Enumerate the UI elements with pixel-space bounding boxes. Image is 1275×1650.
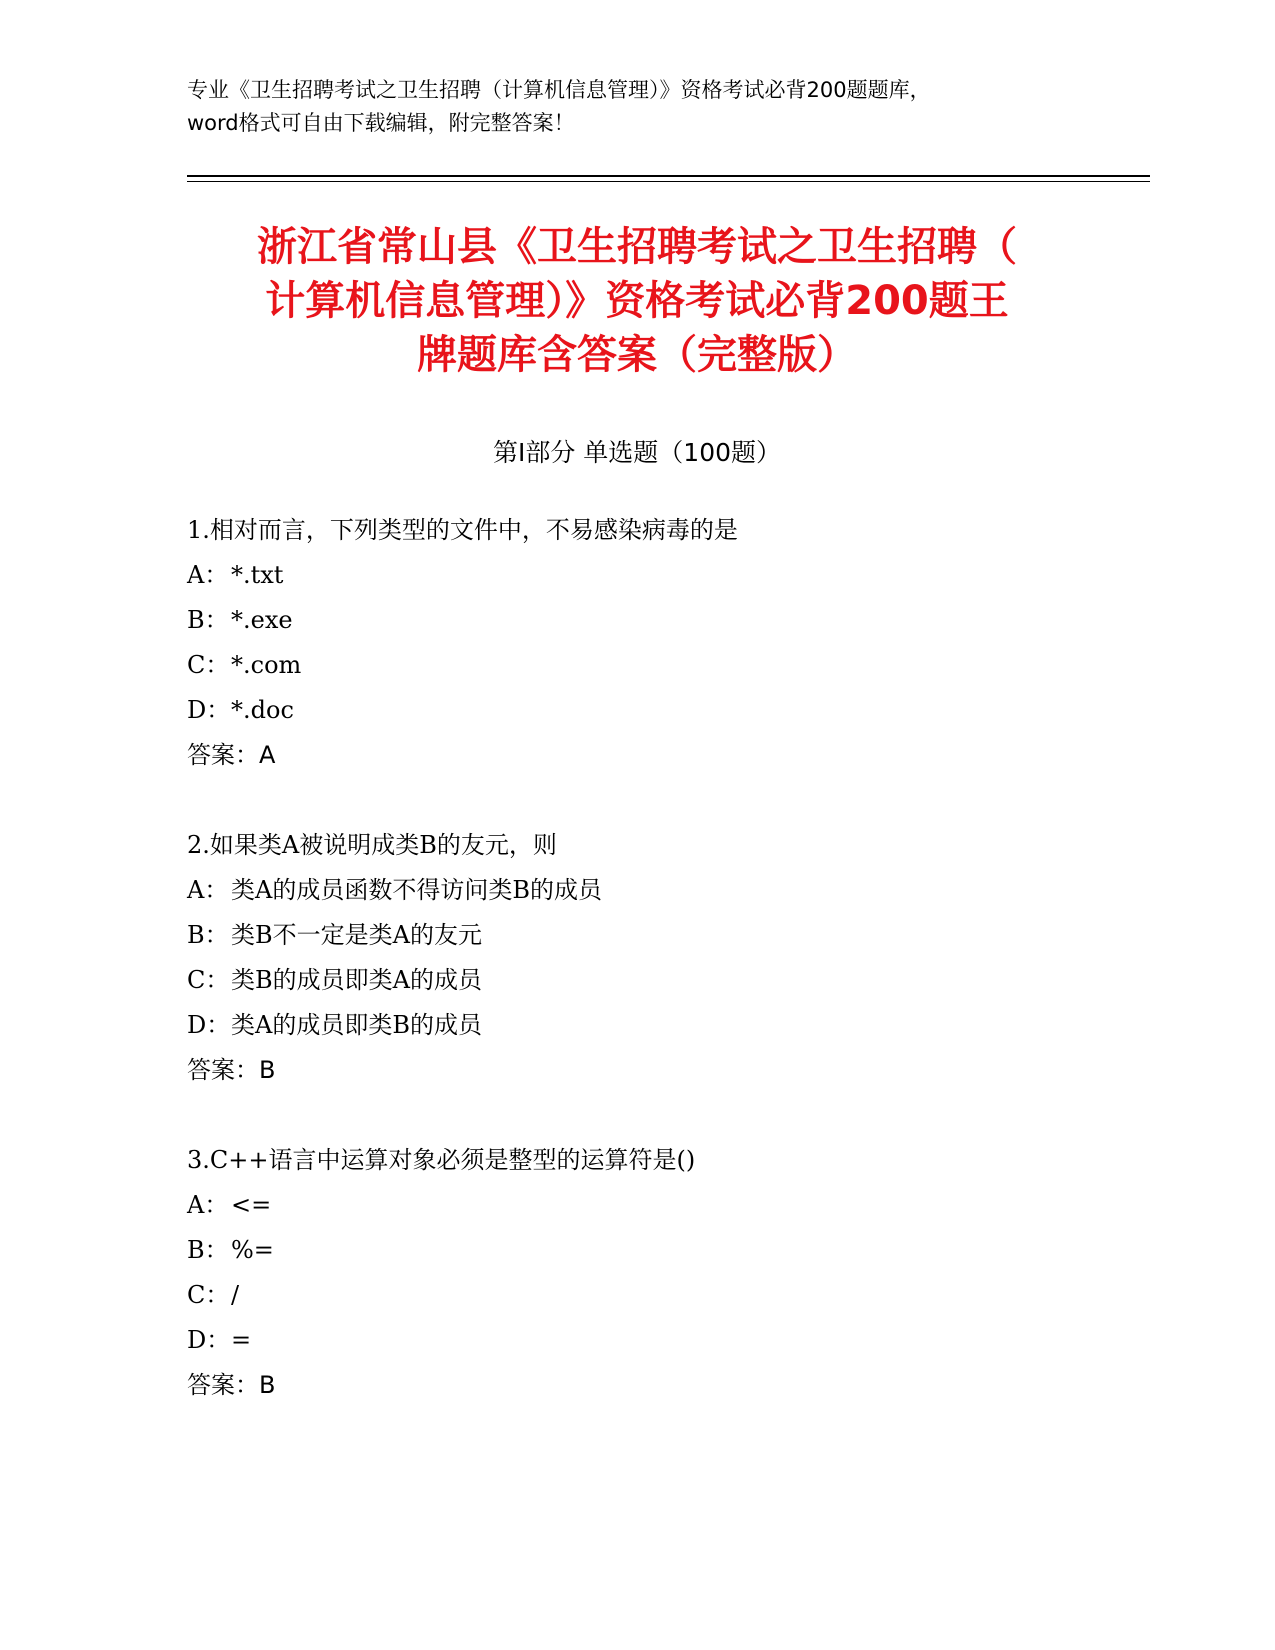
option-text: 类A的成员函数不得访问类B的成员 xyxy=(231,876,602,904)
option-text: %= xyxy=(231,1236,274,1264)
header-note-line-2: word格式可自由下载编辑，附完整答案！ xyxy=(187,111,575,135)
option-key: A： xyxy=(187,1191,229,1219)
option-key: C： xyxy=(187,651,230,679)
option-text: 类B不一定是类A的友元 xyxy=(231,921,482,949)
section-heading: 第Ⅰ部分 单选题（100题） xyxy=(492,438,782,467)
answer-line: 答案：A xyxy=(187,741,276,769)
option-key: C： xyxy=(187,1281,230,1309)
option-d xyxy=(187,688,1147,733)
question-stem: 3.C++语言中运算对象必须是整型的运算符是() xyxy=(187,1146,696,1174)
option-a xyxy=(187,868,1147,913)
document-title-line-3: 牌题库含答案（完整版） xyxy=(417,332,857,378)
divider-thick xyxy=(187,175,1150,177)
option-c xyxy=(187,1273,1147,1318)
header-note-line-1: 专业《卫生招聘考试之卫生招聘（计算机信息管理）》资格考试必背200题题库， xyxy=(187,78,931,102)
option-key: A： xyxy=(187,876,229,904)
option-text: = xyxy=(231,1326,252,1354)
option-text: <= xyxy=(231,1191,272,1219)
option-text: *.com xyxy=(231,651,302,679)
option-b xyxy=(187,913,1147,958)
option-d xyxy=(187,1003,1147,1048)
answer-line: 答案：B xyxy=(187,1371,276,1399)
option-text: *.doc xyxy=(231,696,294,724)
option-text: *.exe xyxy=(231,606,293,634)
question-2 xyxy=(187,823,1147,1093)
question-stem: 2.如果类A被说明成类B的友元，则 xyxy=(187,831,557,859)
question-stem: 1.相对而言，下列类型的文件中，不易感染病毒的是 xyxy=(187,516,738,544)
option-key: B： xyxy=(187,921,229,949)
document-title xyxy=(187,220,1087,382)
option-d xyxy=(187,1318,1147,1363)
question-3 xyxy=(187,1138,1147,1408)
option-a xyxy=(187,1183,1147,1228)
option-key: D： xyxy=(187,1011,231,1039)
option-b xyxy=(187,598,1147,643)
option-text: 类B的成员即类A的成员 xyxy=(231,966,482,994)
option-a xyxy=(187,553,1147,598)
document-title-line-2: 计算机信息管理）》资格考试必背200题王 xyxy=(265,278,1009,324)
option-text: 类A的成员即类B的成员 xyxy=(231,1011,482,1039)
option-text: / xyxy=(231,1281,240,1309)
answer-line: 答案：B xyxy=(187,1056,276,1084)
option-key: D： xyxy=(187,1326,231,1354)
header-note xyxy=(187,74,1087,140)
option-c xyxy=(187,958,1147,1003)
divider-thin xyxy=(187,181,1150,182)
document-title-line-1: 浙江省常山县《卫生招聘考试之卫生招聘（ xyxy=(257,224,1017,270)
question-1 xyxy=(187,508,1147,778)
option-key: A： xyxy=(187,561,229,589)
option-c xyxy=(187,643,1147,688)
option-key: C： xyxy=(187,966,230,994)
option-key: B： xyxy=(187,606,229,634)
option-b xyxy=(187,1228,1147,1273)
option-text: *.txt xyxy=(231,561,284,589)
option-key: B： xyxy=(187,1236,229,1264)
option-key: D： xyxy=(187,696,231,724)
